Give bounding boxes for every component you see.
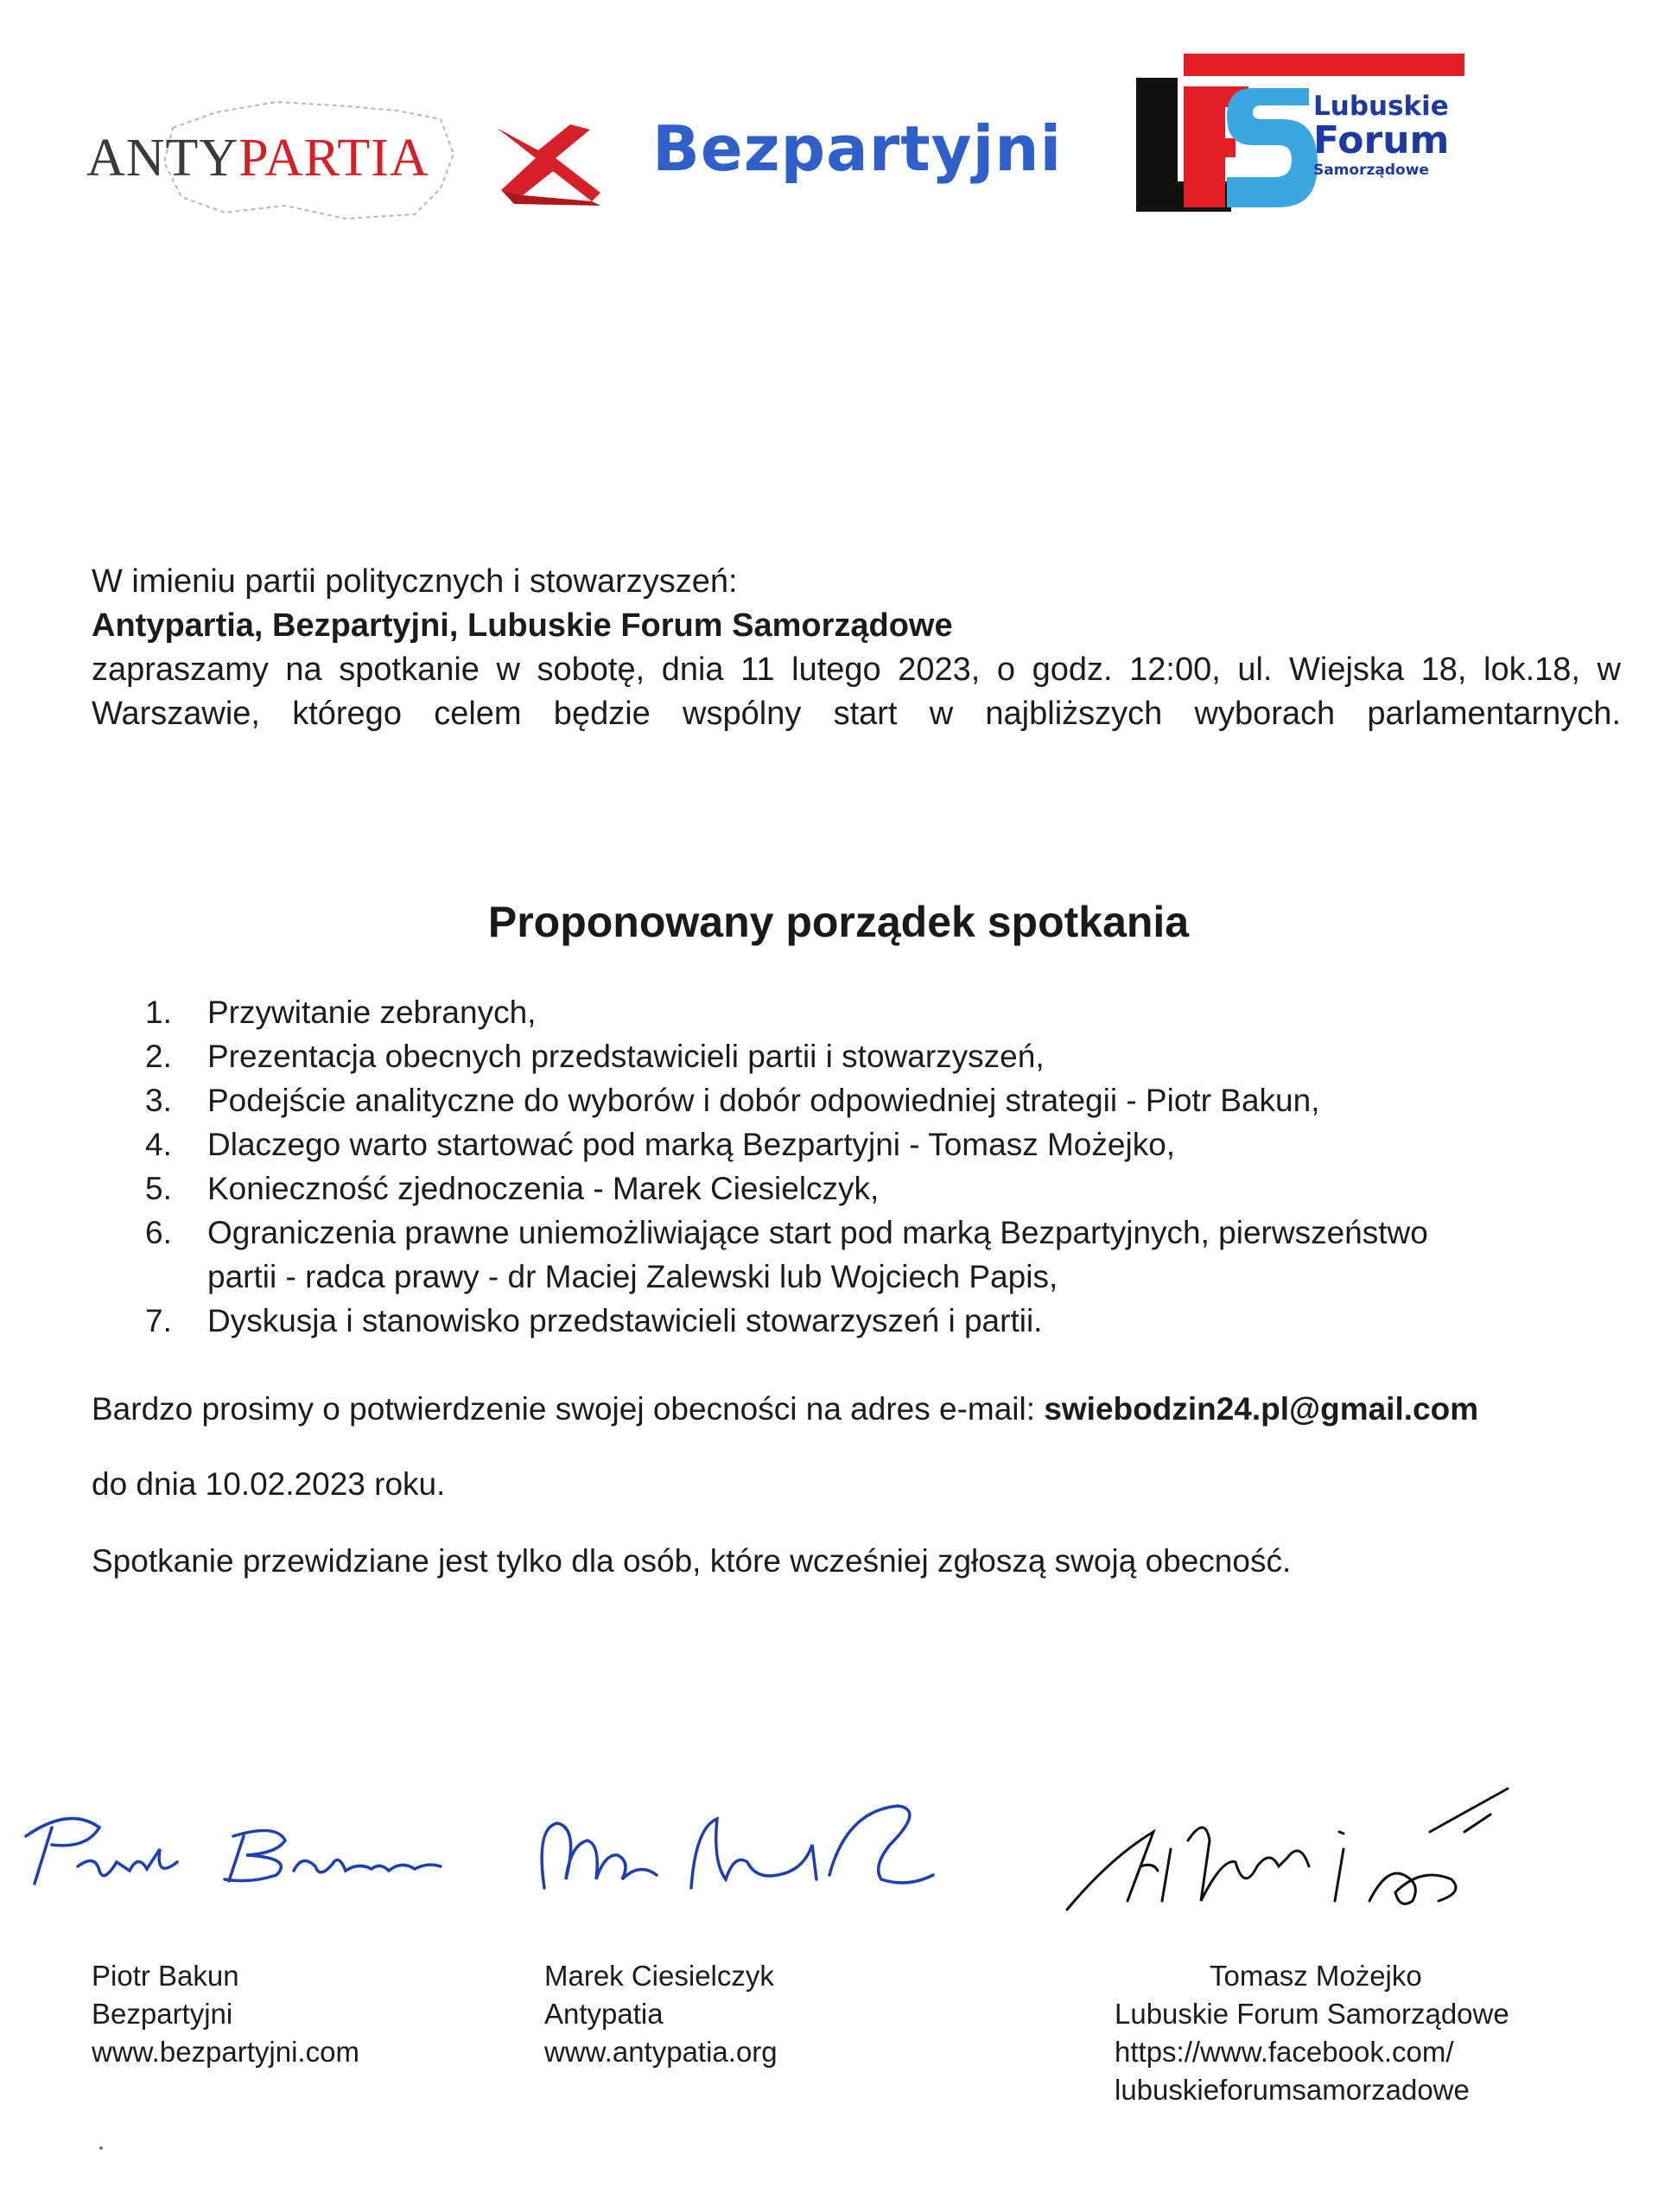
- agenda-item-number: 5.: [145, 1171, 172, 1206]
- agenda-item: [130, 1299, 1598, 1343]
- intro-line: W imieniu partii politycznych i stowarzyszeń:: [92, 563, 738, 600]
- signatory-website-path: lubuskieforumsamorzadowe: [1115, 2074, 1470, 2106]
- scan-speck: [99, 2146, 103, 2150]
- signatory-name: Tomasz Możejko: [1210, 1960, 1422, 1992]
- agenda-list: [130, 990, 1598, 1343]
- attendance-note: Spotkanie przewidziane jest tylko dla osób, które wcześniej zgłoszą swoją obecność.: [92, 1543, 1292, 1579]
- lfs-word-samorzadowe: Samorządowe: [1313, 162, 1429, 179]
- agenda-item-text: Dlaczego warto startować pod marką Bezpartyjni - Tomasz Możejko,: [207, 1127, 1176, 1162]
- signatory-org: Lubuskie Forum Samorządowe: [1115, 1998, 1509, 2030]
- organizations-line: Antypartia, Bezpartyjni, Lubuskie Forum Samorządowe: [92, 607, 953, 644]
- signatory-org: Antypatia: [544, 1998, 664, 2030]
- logo-text-partia: PARTIA: [238, 129, 429, 188]
- agenda-item-text: Przywitanie zebranych,: [207, 995, 537, 1030]
- agenda-item: [130, 1034, 1598, 1078]
- invitation-paragraph: zapraszamy na spotkanie w sobotę, dnia 11 lutego 2023, o godz. 12:00, ul. Wiejska 18, lok.18, w Warszawie, którego celem będzie wspólny start w najbliższych wyborach parlamentarnych.: [92, 652, 1621, 732]
- signature-bakun: [17, 1802, 449, 1897]
- signatory-website: https://www.facebook.com/: [1115, 2036, 1454, 2068]
- agenda-item-text: Podejście analityczne do wyborów i dobór odpowiedniej strategii - Piotr Bakun,: [207, 1083, 1320, 1118]
- agenda-item: [130, 990, 1598, 1034]
- agenda-item-number: 3.: [145, 1083, 172, 1118]
- signatory-website: www.bezpartyjni.com: [92, 2036, 359, 2068]
- agenda-title: Proponowany porządek spotkania: [487, 898, 1190, 946]
- signatory-mozejko: [1115, 1957, 1509, 2109]
- signatory-name: Marek Ciesielczyk: [544, 1960, 774, 1992]
- signatory-org: Bezpartyjni: [92, 1998, 233, 2030]
- signatory-bakun: [92, 1957, 359, 2071]
- agenda-item-number: 2.: [145, 1039, 172, 1074]
- bezpartyjni-logo: Bezpartyjni: [652, 112, 1063, 185]
- lfs-word-forum: Forum: [1313, 118, 1450, 162]
- agenda-item-number: 7.: [145, 1303, 172, 1338]
- rsvp-line: [92, 1391, 1478, 1427]
- signatory-website: www.antypatia.org: [544, 2036, 778, 2068]
- agenda-item: [130, 1078, 1598, 1122]
- rsvp-email: swiebodzin24.pl@gmail.com: [1044, 1391, 1479, 1427]
- antypartia-flag-icon: [488, 111, 609, 214]
- agenda-item-number: 4.: [145, 1127, 172, 1162]
- lfs-word-lubuskie: Lubuskie: [1313, 91, 1449, 122]
- agenda-item-number: 1.: [145, 995, 172, 1030]
- agenda-item: [130, 1166, 1598, 1211]
- antypartia-logo: [86, 93, 639, 232]
- lubuskie-forum-logo: [1132, 52, 1477, 216]
- signatory-name: Piotr Bakun: [92, 1960, 239, 1992]
- agenda-item: [130, 1122, 1598, 1166]
- agenda-item: [130, 1211, 1598, 1299]
- agenda-item-number: 6.: [145, 1215, 172, 1250]
- logo-text-anty: ANTY: [86, 129, 239, 188]
- agenda-item-text: Konieczność zjednoczenia - Marek Ciesielczyk,: [207, 1171, 880, 1206]
- deadline-line: do dnia 10.02.2023 roku.: [92, 1466, 446, 1502]
- agenda-item-text: Dyskusja i stanowisko przedstawicieli stowarzyszeń i partii.: [207, 1303, 1043, 1338]
- intro-section: [92, 560, 1621, 780]
- agenda-item-text: Ograniczenia prawne uniemożliwiające start pod marką Bezpartyjnych, pierwszeństwo partii - radca prawy - dr Maciej Zalewski lub Wojciech Papis,: [207, 1215, 1428, 1294]
- agenda-item-text: Prezentacja obecnych przedstawicieli partii i stowarzyszeń,: [207, 1039, 1045, 1074]
- signature-ciesielczyk: [518, 1793, 1002, 1923]
- signature-mozejko: [1058, 1780, 1542, 1927]
- rsvp-text: Bardzo prosimy o potwierdzenie swojej obecności na adres e-mail:: [92, 1391, 1045, 1427]
- signatory-ciesielczyk: [544, 1957, 778, 2071]
